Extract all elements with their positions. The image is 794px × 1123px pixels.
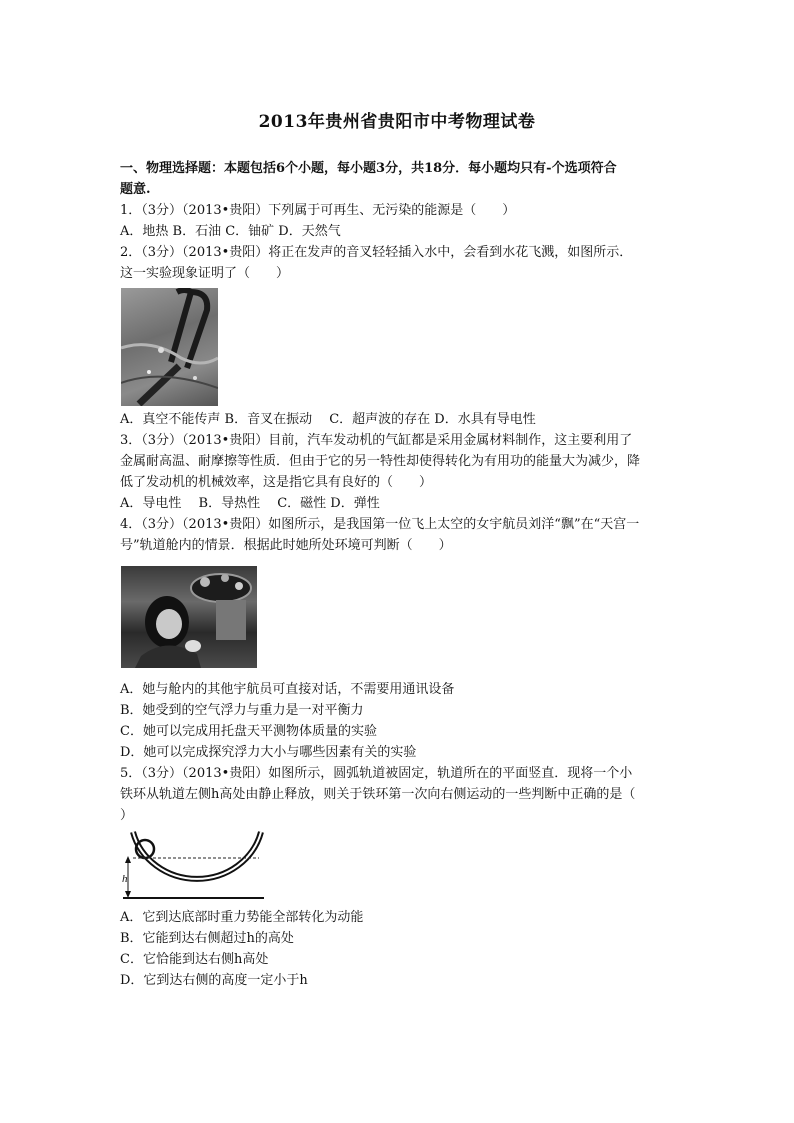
question-5-option-b: B．它能到达右侧超过h的高处 [120,931,294,946]
question-4-option-b: B．她受到的空气浮力与重力是一对平衡力 [120,703,364,718]
tuning-fork-photo [121,288,218,406]
page-title: 2013年贵州省贵阳市中考物理试卷 [258,112,536,132]
height-label: h [122,873,128,885]
question-5-stem: 5．（3分）（2013•贵阳）如图所示，圆弧轨道被固定，轨道所在的平面竖直．现将一个小 [120,766,633,781]
section-heading-cont: 题意. [120,182,151,197]
question-3-stem-cont2: 低了发动机的机械效率，这是指它具有良好的（ ） [120,475,433,490]
section-heading: 一、物理选择题：本题包括6个小题，每小题3分，共18分．每小题均只有-个选项符合 [120,161,617,176]
question-4-stem-cont: 号”轨道舱内的情景．根据此时她所处环境可判断（ ） [120,538,452,553]
question-1-stem: 1．（3分）（2013•贵阳）下列属于可再生、无污染的能源是（ ） [120,203,516,218]
astronaut-illustration [121,566,257,668]
question-2-options: A．真空不能传声 B．音叉在振动 C．超声波的存在 D．水具有导电性 [120,412,536,427]
question-3-stem: 3．（3分）（2013•贵阳）目前，汽车发动机的气缸都是采用金属材料制作，这主要利用了 [120,433,633,448]
question-5-option-d: D．它到达右侧的高度一定小于h [120,973,308,988]
question-3-stem-cont: 金属耐高温、耐摩擦等性质．但由于它的另一特性却使得转化为有用功的能量大为减少，降 [120,454,641,469]
question-4-option-c: C．她可以完成用托盘天平测物体质量的实验 [120,724,377,739]
question-5-stem-cont: 铁环从轨道左侧h高处由静止释放，则关于铁环第一次向右侧运动的一些判断中正确的是（ [120,787,636,802]
question-4-stem: 4．（3分）（2013•贵阳）如图所示，是我国第一位飞上太空的女宇航员刘洋“飘”在“天宫一 [120,517,640,532]
question-3-options: A．导电性 B．导热性 C．磁性 D．弹性 [120,496,380,511]
question-4-option-d: D．她可以完成探究浮力大小与哪些因素有关的实验 [120,745,417,760]
question-1-options: A．地热 B．石油 C．铀矿 D．天然气 [120,224,341,239]
astronaut-photo [121,566,257,668]
question-5-stem-cont2: ） [120,808,134,823]
question-5-option-a: A．它到达底部时重力势能全部转化为动能 [120,910,364,925]
question-5-option-c: C．它恰能到达右侧h高处 [120,952,269,967]
question-2-stem: 2．（3分）（2013•贵阳）将正在发声的音叉轻轻插入水中，会看到水花飞溅，如图所示． [120,245,633,260]
question-4-option-a: A．她与舱内的其他宇航员可直接对话，不需要用通讯设备 [120,682,455,697]
question-2-stem-cont: 这一实验现象证明了（ ） [120,266,290,281]
arc-track-illustration [121,830,266,900]
arc-track-diagram [121,830,266,900]
tuning-fork-illustration [121,288,218,406]
